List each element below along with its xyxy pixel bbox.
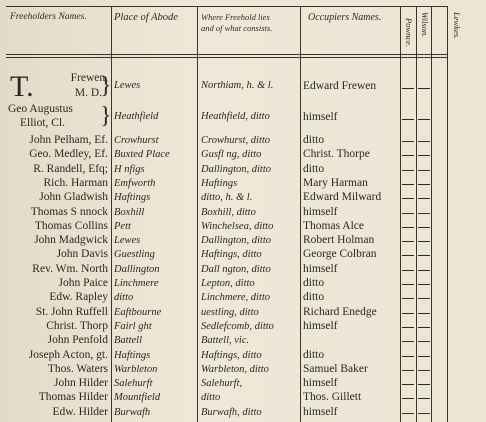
tally-mark	[402, 198, 414, 199]
entry-name-line1: Frewen,	[70, 72, 108, 84]
tally-mark	[418, 298, 430, 299]
entry-occupier: himself	[303, 111, 338, 123]
occupier-name: himself	[303, 405, 338, 418]
place-of-abode: Fairl ght	[114, 320, 152, 332]
freehold-location: Gusfl ng, ditto	[201, 149, 262, 161]
occupier-name: Samuel Baker	[303, 362, 368, 375]
entry-name-line1: Geo Augustus	[8, 103, 73, 115]
freeholder-name: John Paice	[58, 277, 108, 289]
tally-mark	[402, 119, 414, 120]
freehold-location: uestling, ditto	[201, 306, 259, 318]
place-of-abode: Pett	[114, 220, 131, 232]
freehold-location: Dallington, ditto	[201, 235, 272, 247]
tally-mark	[402, 356, 414, 357]
freeholder-name: Joseph Acton, gt.	[28, 348, 108, 361]
place-of-abode: Buxted Place	[114, 149, 170, 161]
place-of-abode: Lewes	[114, 235, 141, 247]
place-of-abode: Boxhill	[114, 206, 145, 218]
place-of-abode: Crowhurst	[114, 135, 159, 146]
freeholder-name: R. Randell, Efq;	[33, 162, 108, 175]
tally-mark	[402, 327, 414, 328]
freeholder-name: Edw. Rapley	[49, 291, 108, 304]
freeholder-name: Christ. Thorp	[46, 319, 108, 332]
occupier-name: ditto	[303, 348, 325, 361]
occupier-name: ditto	[303, 162, 325, 175]
freehold-location: ditto, h. & l.	[201, 192, 253, 204]
freehold-location: ditto	[201, 392, 221, 404]
place-of-abode: Eaftbourne	[114, 306, 162, 318]
occupier-name: ditto	[303, 277, 325, 289]
tally-mark	[402, 341, 414, 342]
header-bottom-rule	[6, 57, 447, 58]
tally-mark	[418, 255, 430, 256]
occupier-name: himself	[303, 205, 338, 218]
tally-mark	[418, 413, 430, 414]
tally-mark	[418, 370, 430, 371]
freeholder-name: Rich. Harman	[43, 176, 108, 189]
tally-mark	[418, 241, 430, 242]
header-witness: Wilson.	[420, 12, 430, 38]
tally-mark	[402, 88, 414, 89]
freeholder-name: John Penfold	[47, 334, 108, 347]
tally-mark	[402, 213, 414, 214]
tally-mark	[418, 88, 430, 89]
tally-mark	[418, 384, 430, 385]
entry-abode: Heathfield	[114, 111, 159, 122]
entry-occupier: Edward Frewen	[303, 80, 377, 92]
freehold-location: Winchelsea, ditto	[201, 220, 274, 232]
occupier-name: ditto	[303, 134, 325, 146]
freehold-location: Dall ngton, ditto	[201, 263, 271, 275]
tally-mark	[402, 227, 414, 228]
freeholder-name: John Davis	[56, 248, 108, 261]
occupier-name: himself	[303, 319, 338, 332]
place-of-abode: H nfigs	[114, 163, 145, 175]
tally-mark	[402, 184, 414, 185]
tally-mark	[418, 341, 430, 342]
freeholder-name: Thomas Hilder	[38, 391, 108, 404]
tally-mark	[402, 313, 414, 314]
freeholder-name: John Pelham, Ef.	[29, 134, 108, 146]
brace-glyph: }	[100, 73, 112, 99]
freehold-location: Burwafh, ditto	[201, 406, 262, 418]
tally-mark	[402, 141, 414, 142]
tally-mark	[418, 356, 430, 357]
freeholder-name: Thomas Collins	[34, 219, 108, 232]
freehold-location: Boxhill, ditto	[201, 206, 256, 218]
place-of-abode: Mountfield	[114, 392, 161, 404]
brace-glyph: }	[100, 103, 112, 129]
entry-initial: T.	[10, 72, 34, 102]
entry-freehold: Heathfield, ditto	[201, 111, 270, 122]
header-place-of-abode: Place of Abode	[114, 12, 178, 23]
entry-name-line2: M. D.	[74, 87, 102, 99]
tally-mark	[418, 184, 430, 185]
tally-mark	[418, 227, 430, 228]
tally-mark	[402, 370, 414, 371]
freeholder-name: Thomas S nnock	[30, 205, 108, 218]
freeholder-name: John Gladwish	[39, 191, 108, 204]
occupier-name: Richard Enedge	[303, 305, 377, 318]
freehold-location: Crowhurst, ditto	[201, 135, 271, 146]
place-of-abode: Burwafh	[114, 406, 151, 418]
freehold-location: Lepton, ditto	[201, 278, 255, 289]
tally-mark	[402, 255, 414, 256]
header-what-consists: and of what consists.	[201, 23, 273, 33]
place-of-abode: Linchmere	[114, 278, 159, 289]
place-of-abode: Warbleton	[114, 363, 158, 375]
tally-mark	[402, 384, 414, 385]
occupier-name: Edward Milward	[303, 191, 382, 204]
place-of-abode: Dallington	[114, 263, 160, 275]
tally-mark	[418, 119, 430, 120]
freehold-location: Battell, vic.	[201, 335, 250, 347]
freeholder-name: Edw. Hilder	[52, 405, 108, 418]
tally-mark	[418, 284, 430, 285]
place-of-abode: Guestling	[114, 249, 155, 261]
tally-mark	[418, 213, 430, 214]
tally-mark	[402, 398, 414, 399]
tally-mark	[418, 155, 430, 156]
occupier-name: himself	[303, 262, 338, 275]
place-of-abode: Salehurft	[114, 378, 153, 390]
place-of-abode: Haftings	[114, 192, 151, 204]
freeholder-name: Geo. Medley, Ef.	[29, 148, 108, 161]
occupier-name: Robert Holman	[303, 234, 375, 247]
tally-mark	[402, 241, 414, 242]
freehold-location: Haftings, ditto	[201, 249, 262, 261]
entry-name-line2: Elliot, Cl.	[20, 117, 66, 129]
freeholder-name: Rev. Wm. North	[32, 262, 108, 275]
header-pro: Pownce.	[404, 18, 414, 48]
place-of-abode: ditto	[114, 292, 134, 304]
tally-mark	[418, 327, 430, 328]
entry-abode: Lewes	[114, 80, 141, 91]
occupier-name: Thomas Alce	[303, 219, 364, 232]
occupier-name: Christ. Thorpe	[303, 148, 370, 161]
freehold-location: Warbleton, ditto	[201, 363, 269, 375]
occupier-name: himself	[303, 377, 338, 390]
occupier-name: Thos. Gillett	[303, 391, 362, 404]
occupier-name: ditto	[303, 291, 325, 304]
header-bottom-rule	[6, 54, 447, 55]
tally-mark	[418, 398, 430, 399]
tally-mark	[402, 155, 414, 156]
freehold-location: Haftings	[201, 177, 238, 189]
freeholder-name: St. John Ruffell	[35, 305, 108, 318]
tally-mark	[402, 170, 414, 171]
header-lewkes: Lewkes.	[452, 12, 462, 40]
freeholder-name: Thos. Waters	[47, 362, 108, 375]
place-of-abode: Emfworth	[114, 177, 156, 189]
occupier-name: Mary Harman	[303, 176, 368, 189]
header-occupiers-names: Occupiers Names.	[308, 12, 382, 23]
header-top-rule	[6, 6, 447, 7]
header-where-freehold-lies: Where Freehold lies	[201, 12, 270, 22]
freehold-location: Linchmere, ditto	[201, 292, 271, 304]
freeholder-name: John Hilder	[54, 377, 108, 390]
tally-mark	[402, 270, 414, 271]
freehold-location: Haftings, ditto	[201, 349, 262, 361]
tally-mark	[402, 284, 414, 285]
tally-mark	[402, 413, 414, 414]
entry-freehold: Northiam, h. & l.	[201, 80, 274, 91]
tally-mark	[402, 298, 414, 299]
place-of-abode: Battell	[114, 335, 142, 347]
freehold-location: Dallington, ditto	[201, 163, 272, 175]
place-of-abode: Haftings	[114, 349, 151, 361]
tally-mark	[418, 170, 430, 171]
freehold-location: Sedlefcomb, ditto	[201, 320, 274, 332]
tally-mark	[418, 270, 430, 271]
tally-mark	[418, 313, 430, 314]
tally-mark	[418, 198, 430, 199]
header-freeholders-names: Freeholders Names.	[10, 12, 87, 22]
freehold-location: Salehurft,	[201, 378, 243, 390]
tally-mark	[418, 141, 430, 142]
list-item	[0, 405, 486, 422]
freeholder-name: John Madgwick	[34, 234, 108, 247]
occupier-name: George Colbran	[303, 248, 377, 261]
